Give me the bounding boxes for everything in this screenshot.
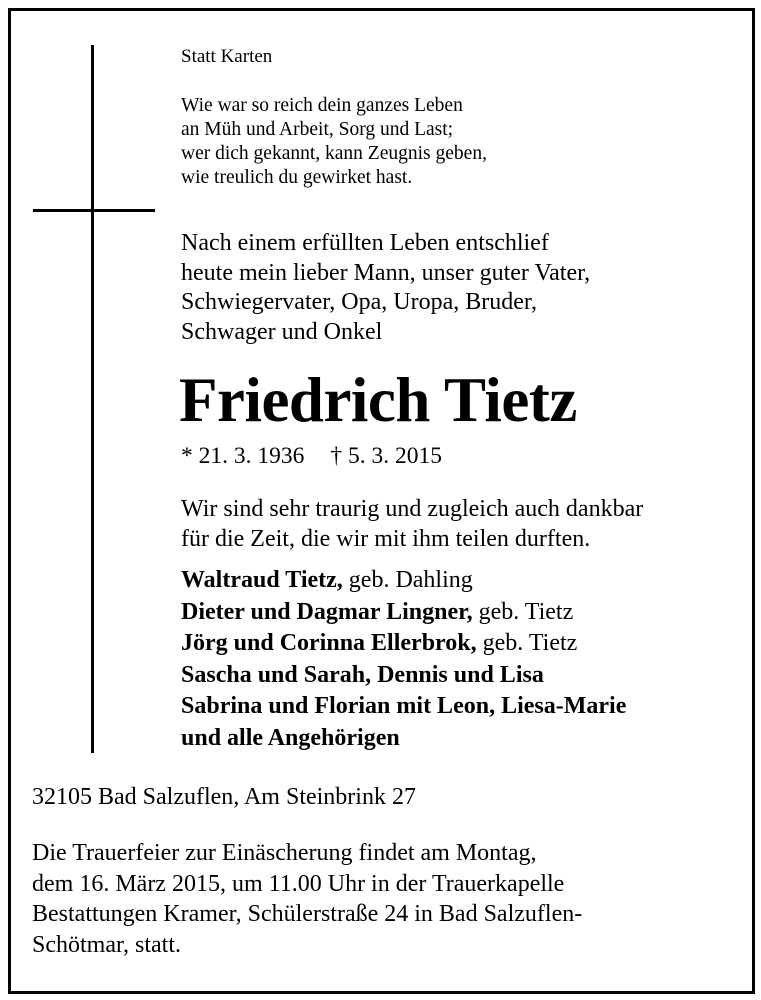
death-announcement <box>181 229 590 347</box>
funeral-service-info <box>32 838 582 960</box>
announcement-line: Schwiegervater, Opa, Uropa, Bruder, <box>181 289 537 315</box>
gratitude-line: Wir sind sehr traurig und zugleich auch dankbar <box>181 496 644 522</box>
family-address: 32105 Bad Salzuflen, Am Steinbrink 27 <box>32 784 416 810</box>
mourner-line <box>181 723 626 755</box>
mourner-line <box>181 597 626 629</box>
cross-symbol-horizontal <box>33 209 155 212</box>
death-date: † 5. 3. 2015 <box>330 443 442 469</box>
mourner-names: Waltraud Tietz, <box>181 567 343 593</box>
memorial-poem <box>181 94 487 190</box>
mourners-list <box>181 565 626 754</box>
mourner-birth-name: geb. Tietz <box>472 598 574 625</box>
mourner-line <box>181 660 626 692</box>
mourner-line <box>181 628 626 660</box>
mourner-birth-name: geb. Tietz <box>476 630 578 656</box>
mourner-names: Sascha und Sarah, Dennis und Lisa <box>181 661 544 688</box>
announcement-line: Nach einem erfüllten Leben entschlief <box>181 230 549 256</box>
gratitude-line: für die Zeit, die wir mit ihm teilen durften. <box>181 526 591 552</box>
poem-line: wie treulich du gewirket hast. <box>181 167 413 188</box>
deceased-name: Friedrich Tietz <box>179 365 577 435</box>
notice-heading: Statt Karten <box>181 46 273 67</box>
announcement-line: heute mein lieber Mann, unser guter Vater, <box>181 259 591 286</box>
mourner-names: und alle Angehörigen <box>181 724 400 751</box>
mourner-birth-name: geb. Dahling <box>342 567 473 593</box>
service-line: dem 16. März 2015, um 11.00 Uhr in der Trauerkapelle <box>32 870 565 897</box>
mourner-line <box>181 565 626 597</box>
service-line: Die Trauerfeier zur Einäscherung findet am Montag, <box>32 840 537 866</box>
mourner-names: Jörg und Corinna Ellerbrok, <box>181 630 477 656</box>
mourner-names: Sabrina und Florian mit Leon, Liesa-Marie <box>181 693 627 719</box>
gratitude-text <box>181 494 643 554</box>
poem-line: Wie war so reich dein ganzes Leben <box>181 95 463 116</box>
announcement-line: Schwager und Onkel <box>181 318 383 345</box>
cross-symbol-vertical <box>91 45 94 753</box>
mourner-line <box>181 691 626 723</box>
service-line: Bestattungen Kramer, Schülerstraße 24 in Bad Salzuflen- <box>32 901 583 927</box>
life-dates <box>181 441 442 471</box>
service-line: Schötmar, statt. <box>32 931 182 958</box>
poem-line: wer dich gekannt, kann Zeugnis geben, <box>181 143 487 164</box>
poem-line: an Müh und Arbeit, Sorg und Last; <box>181 119 454 140</box>
mourner-names: Dieter und Dagmar Lingner, <box>181 598 473 625</box>
birth-date: * 21. 3. 1936 <box>181 443 305 469</box>
